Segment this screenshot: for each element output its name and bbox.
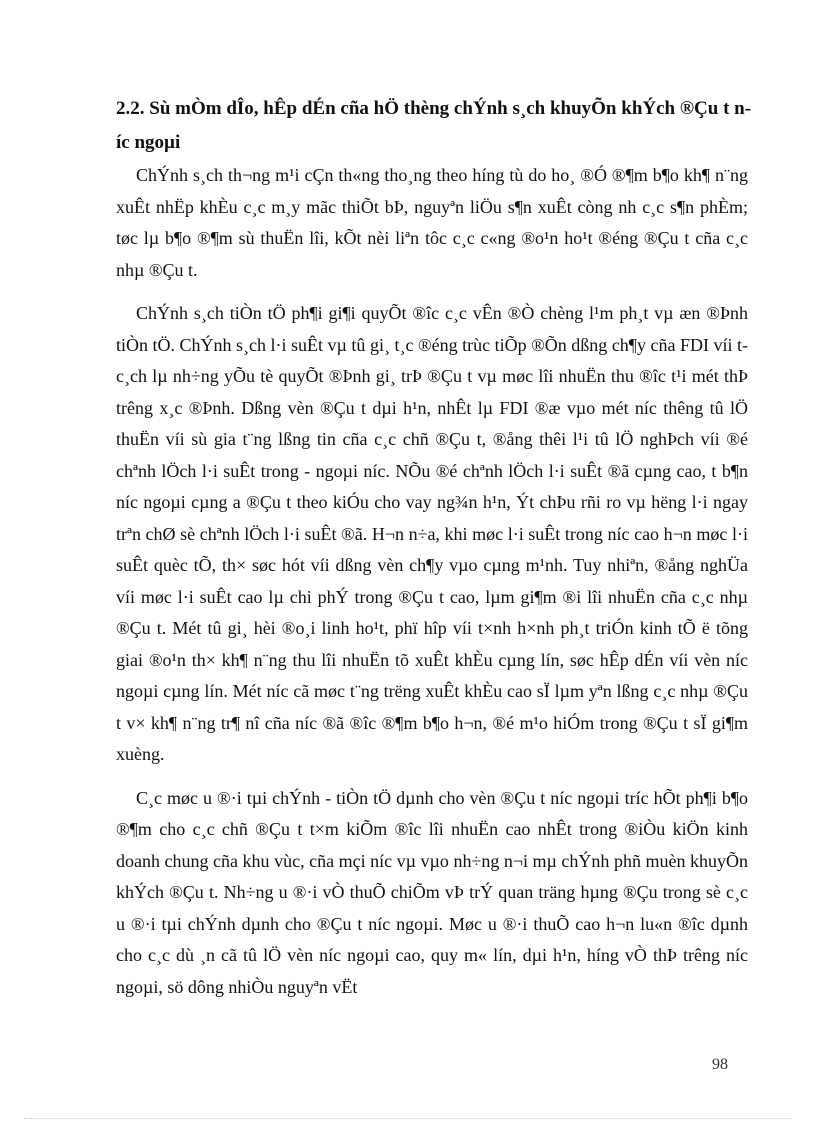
body-text [116,160,748,1015]
page-bottom-divider [24,1118,792,1119]
paragraph-trade-policy: ChÝnh s¸ch th¬ng m¹i cÇn th«ng tho¸ng theo híng tù do ho¸ ®Ó ®¶m b¶o kh¶ n¨ng xuÊt nhËp khÈu c¸c m¸y mãc thiÕt bÞ, nguyªn liÖu s¶n xuÊt còng nh c¸c s¶n phÈm; tøc lµ b¶o ®¶m sù thuËn lîi, kÕt nèi liªn tôc c¸c c«ng ®o¹n ho¹t ®éng ®Çu t cña c¸c nhµ ®Çu t. [116,165,748,280]
paragraph-monetary-policy: ChÝnh s¸ch tiÒn tÖ ph¶i gi¶i quyÕt ®îc c¸c vÊn ®Ò chèng l¹m ph¸t vµ æn ®Þnh tiÒn tÖ. ChÝnh s¸ch l·i suÊt vµ tû gi¸ t¸c ®éng trùc tiÕp ®Õn dßng ch¶y cña FDI víi t c¸ch lµ nh÷ng yÕu tè quyÕt ®Þnh gi¸ trÞ ®Çu t vµ møc lîi nhuËn thu ®îc t¹i mét thÞ trêng x¸c ®Þnh. Dßng vèn ®Çu t dµi h¹n, nhÊt lµ FDI ®æ vµo mét níc thêng tû lÖ thuËn víi sù gia t¨ng lßng tin cña c¸c chñ ®Çu t, ®ång thêi l¹i tû lÖ nghÞch víi ®é chªnh lÖch l·i suÊt trong - ngoµi níc. NÕu ®é chªnh lÖch l·i suÊt ®ã cµng cao, t b¶n níc ngoµi cµng a ®Çu t theo kiÓu cho vay ng¾n h¹n, Ýt chÞu rñi ro vµ hëng l·i ngay trªn chØ sè chªnh lÖch l·i suÊt ®ã. H¬n n÷a, khi møc l·i suÊt trong níc cao h¬n møc l·i suÊt quèc tÕ, th× søc hót víi dßng vèn ch¶y vµo cµng m¹nh. Tuy nhiªn, ®ång nghÜa víi møc l·i suÊt cao lµ chi phÝ trong ®Çu t cao, lµm gi¶m ®i lîi nhuËn cña c¸c nhµ ®Çu t. Mét tû gi¸ hèi ®o¸i linh ho¹t, phï hîp víi t×nh h×nh ph¸t triÓn kinh tÕ ë tõng giai ®o¹n th× kh¶ n¨ng thu lîi nhuËn tõ xuÊt khÈu cµng lín, søc hÊp dÉn víi vèn níc ngoµi cµng lín. Mét níc cã møc t¨ng trëng xuÊt khÈu cao sÏ lµm yªn lßng c¸c nhµ ®Çu t v× kh¶ n¨ng tr¶ nî cña níc ®ã ®îc ®¶m b¶o h¬n, ®é m¹o hiÓm trong ®Çu t sÏ gi¶m xuèng. [116,303,748,764]
paragraph-financial-incentives: C¸c møc u ®·i tµi chÝnh - tiÒn tÖ dµnh cho vèn ®Çu t níc ngoµi tríc hÕt ph¶i b¶o ®¶m cho c¸c chñ ®Çu t t×m kiÕm ®îc lîi nhuËn cao nhÊt trong ®iÒu kiÖn kinh doanh chung cña khu vùc, cña mçi níc vµ vµo nh÷ng n¬i mµ chÝnh phñ muèn khuyÕn khÝch ®Çu t. Nh÷ng u ®·i vÒ thuÕ chiÕm vÞ trÝ quan träng hµng ®Çu trong sè c¸c u ®·i tµi chÝnh dµnh cho ®Çu t níc ngoµi. Møc u ®·i thuÕ cao h¬n lu«n ®îc dµnh cho c¸c dù ¸n cã tû lÖ vèn níc ngoµi cao, quy m« lín, dµi h¹n, híng vÒ thÞ trêng níc ngoµi, sö dông nhiÒu nguyªn vËt [116,787,748,997]
section-heading: 2.2. Sù mÒm dÎo, hÊp dÉn cña hÖ thèng chÝnh s¸ch khuyÕn khÝch ®Çu t níc ngoµi [116,98,752,153]
page-number: 98 [712,1056,728,1073]
